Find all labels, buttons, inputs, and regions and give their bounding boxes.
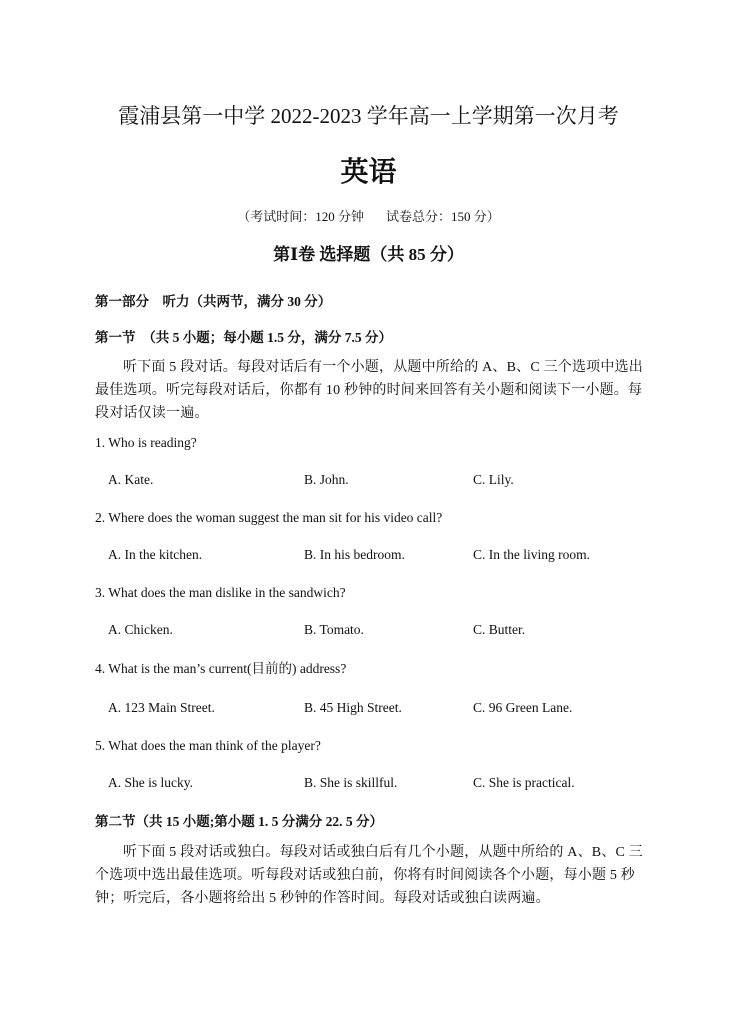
question-2: 2. Where does the woman suggest the man sit for his video call?: [95, 510, 443, 525]
section1-instructions: 听下面 5 段对话。每段对话后有一个小题，从题中所给的 A、B、C 三个选项中选出最佳选项。听完每段对话后，你都有 10 秒钟的时间来回答有关小题和阅读下一小题。每段对话仅读一遍。: [95, 360, 643, 421]
question-5-option-a: A. She is lucky.: [108, 775, 193, 790]
volume-title: 第Ⅰ卷 选择题（共 85 分）: [273, 245, 464, 264]
question-3-option-b: B. Tomato.: [304, 622, 364, 637]
question-5-option-b: B. She is skillful.: [304, 775, 398, 790]
question-1-option-c: C. Lily.: [473, 472, 514, 487]
question-2-option-c: C. In the living room.: [473, 547, 590, 562]
exam-title: 霞浦县第一中学 2022-2023 学年高一上学期第一次月考: [118, 104, 619, 128]
exam-total-score: 试卷总分：150 分）: [386, 209, 500, 224]
question-1-option-a: A. Kate.: [108, 472, 154, 487]
section2-instructions: 听下面 5 段对话或独白。每段对话或独白后有几个小题，从题中所给的 A、B、C 三个选项中选出最佳选项。听每段对话或独白前，你将有时间阅读各个小题，每小题 5 秒钟；听完后，各小题将给出 5 秒钟的作答时间。每段对话或独白读两遍。: [95, 845, 643, 906]
section1-heading: 第一节 （共 5 小题；每小题 1.5 分，满分 7.5 分）: [95, 330, 392, 345]
exam-time: （考试时间：120 分钟: [237, 209, 364, 224]
question-1: 1. Who is reading?: [95, 435, 197, 450]
part1-heading: 第一部分 听力（共两节，满分 30 分）: [95, 294, 332, 309]
question-5: 5. What does the man think of the player?: [95, 738, 321, 753]
question-3-option-c: C. Butter.: [473, 622, 526, 637]
question-1-option-b: B. John.: [304, 472, 349, 487]
question-4-option-a: A. 123 Main Street.: [108, 700, 215, 715]
question-2-option-a: A. In the kitchen.: [108, 547, 203, 562]
question-4: 4. What is the man’s current(目前的) address?: [95, 661, 347, 676]
question-4-option-b: B. 45 High Street.: [304, 700, 402, 715]
question-4-option-c: C. 96 Green Lane.: [473, 700, 573, 715]
question-3-option-a: A. Chicken.: [108, 622, 173, 637]
question-2-option-b: B. In his bedroom.: [304, 547, 405, 562]
subject-title: 英语: [340, 157, 397, 188]
exam-info: [0, 208, 737, 226]
section2-heading: 第二节（共 15 小题;第小题 1. 5 分满分 22. 5 分）: [95, 814, 383, 829]
question-5-option-c: C. She is practical.: [473, 775, 575, 790]
question-3: 3. What does the man dislike in the sandwich?: [95, 585, 346, 600]
